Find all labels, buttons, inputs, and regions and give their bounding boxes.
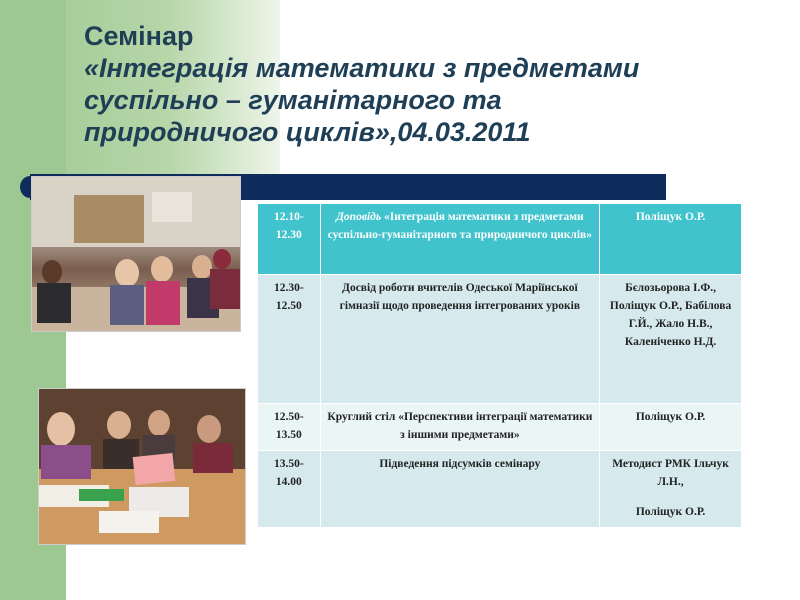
speaker-cell (600, 451, 742, 528)
title-line-4: природничого циклів»,04.03.2011 (84, 117, 531, 147)
topic-cell: Підведення підсумків семінару (320, 451, 600, 528)
photo-2-illustration (39, 389, 245, 544)
title-line-3: суспільно – гуманітарного та (84, 85, 502, 115)
time-cell: 12.30-12.50 (258, 275, 321, 404)
topic-cell: Круглий стіл «Перспективи інтеграції математики з іншими предметами» (320, 404, 600, 451)
time-cell: 12.50-13.50 (258, 404, 321, 451)
slide-title (84, 20, 774, 148)
schedule-table (257, 203, 742, 528)
speaker-cell: Бєлозьорова І.Ф., Поліщук О.Р., Бабілова Г.Й., Жало Н.В., Каленіченко Н.Д. (600, 275, 742, 404)
speaker-cell: Поліщук О.Р. (600, 204, 742, 275)
time-cell: 13.50-14.00 (258, 451, 321, 528)
table-row (258, 404, 742, 451)
topic-cell (320, 204, 600, 275)
title-line-1: Семінар (84, 21, 194, 51)
topic-text: «Інтеграція математики з предметами суспільно-гуманітарного та природничого циклів» (327, 211, 592, 241)
table-row (258, 451, 742, 528)
seminar-photo-1 (31, 176, 241, 332)
table-row (258, 275, 742, 404)
speaker-line-1: Методист РМК Ільчук Л.Н., (612, 458, 729, 488)
topic-cell: Досвід роботи вчителів Одеської Маріїнської гімназії щодо проведення інтегрованих уроків (320, 275, 600, 404)
topic-prefix: Доповідь (336, 211, 384, 223)
seminar-photo-2 (38, 388, 246, 545)
photo-1-illustration (32, 177, 240, 331)
table-row (258, 204, 742, 275)
title-line-2: «Інтеграція математики з предметами (84, 53, 640, 83)
speaker-cell: Поліщук О.Р. (600, 404, 742, 451)
speaker-line-2: Поліщук О.Р. (635, 506, 706, 518)
time-cell: 12.10-12.30 (258, 204, 321, 275)
